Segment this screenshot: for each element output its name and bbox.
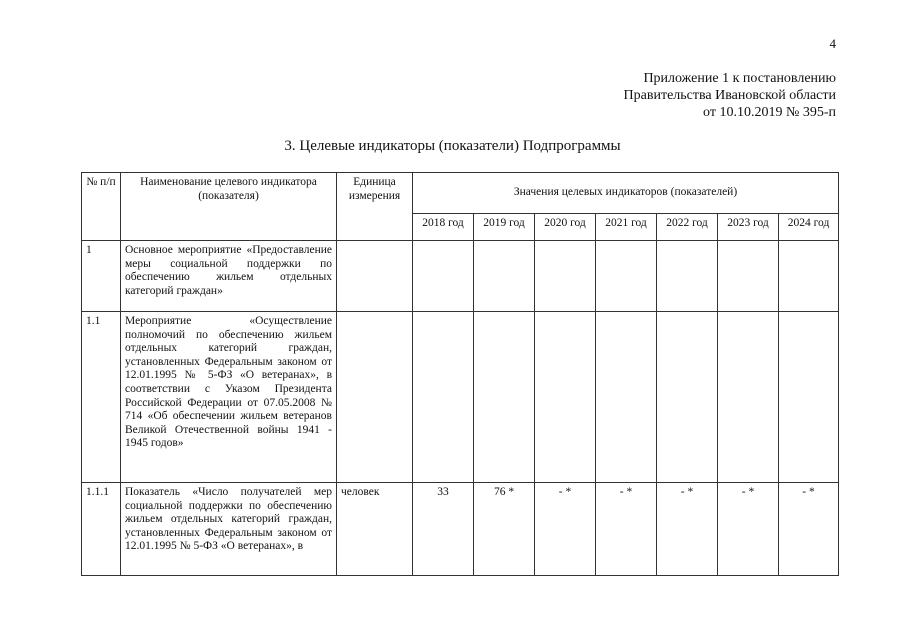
row-value-2021 [596,241,657,312]
row-num: 1.1.1 [82,483,121,576]
header-unit: Единица измерения [337,173,413,241]
appendix-line-1: Приложение 1 к постановлению [643,71,836,86]
row-value-2018: 33 [413,483,474,576]
row-value-2020: - * [535,483,596,576]
row-value-2019 [474,241,535,312]
row-value-2019 [474,312,535,483]
row-unit: человек [337,483,413,576]
row-name: Показатель «Число получателей мер социальной поддержки по обеспечению жильем отдельных категорий граждан, установленных Федеральным законом от 12.01.1995 № 5-ФЗ «О ветеранах», в [121,483,337,576]
section-title: 3. Целевые индикаторы (показатели) Подпрограммы [284,138,621,154]
page-number: 4 [829,36,836,51]
row-value-2021 [596,312,657,483]
appendix-line-2: Правительства Ивановской области [623,88,836,103]
row-value-2021: - * [596,483,657,576]
row-name: Мероприятие «Осуществление полномочий по обеспечению жильем отдельных категорий граждан, установленных Федеральным законом от 12.01.1995 № 5-ФЗ «О ветеранах», в соответствии с Указом Президента Российской Федерации от 07.05.2008 № 714 «Об обеспечении жильем ветеранов Великой Отечественной войны 1941 - 1945 годов» [121,312,337,483]
header-name: Наименование целевого индикатора (показателя) [121,173,337,241]
table-row [82,312,839,483]
header-year-2018: 2018 год [413,214,474,241]
appendix-heading [624,70,836,121]
header-year-2019: 2019 год [474,214,535,241]
header-values-group: Значения целевых индикаторов (показателей) [413,173,839,214]
table-row [82,241,839,312]
header-year-2022: 2022 год [657,214,718,241]
header-year-2024: 2024 год [779,214,839,241]
header-year-2021: 2021 год [596,214,657,241]
row-unit [337,312,413,483]
row-value-2023: - * [718,483,779,576]
header-year-2020: 2020 год [535,214,596,241]
row-value-2020 [535,312,596,483]
row-num: 1.1 [82,312,121,483]
row-value-2022 [657,312,718,483]
row-name: Основное мероприятие «Предоставление меры социальной поддержки по обеспечению жильем отдельных категорий граждан» [121,241,337,312]
row-value-2024 [779,241,839,312]
row-num: 1 [82,241,121,312]
row-value-2023 [718,312,779,483]
row-value-2019: 76 * [474,483,535,576]
header-year-2023: 2023 год [718,214,779,241]
row-value-2024 [779,312,839,483]
header-num: № п/п [82,173,121,241]
row-value-2018 [413,241,474,312]
row-value-2022: - * [657,483,718,576]
row-value-2022 [657,241,718,312]
table-row [82,483,839,576]
row-unit [337,241,413,312]
row-value-2024: - * [779,483,839,576]
appendix-line-3: от 10.10.2019 № 395-п [703,105,836,120]
row-value-2018 [413,312,474,483]
row-value-2020 [535,241,596,312]
header-row-1 [82,173,839,214]
indicators-table [81,172,839,576]
row-value-2023 [718,241,779,312]
